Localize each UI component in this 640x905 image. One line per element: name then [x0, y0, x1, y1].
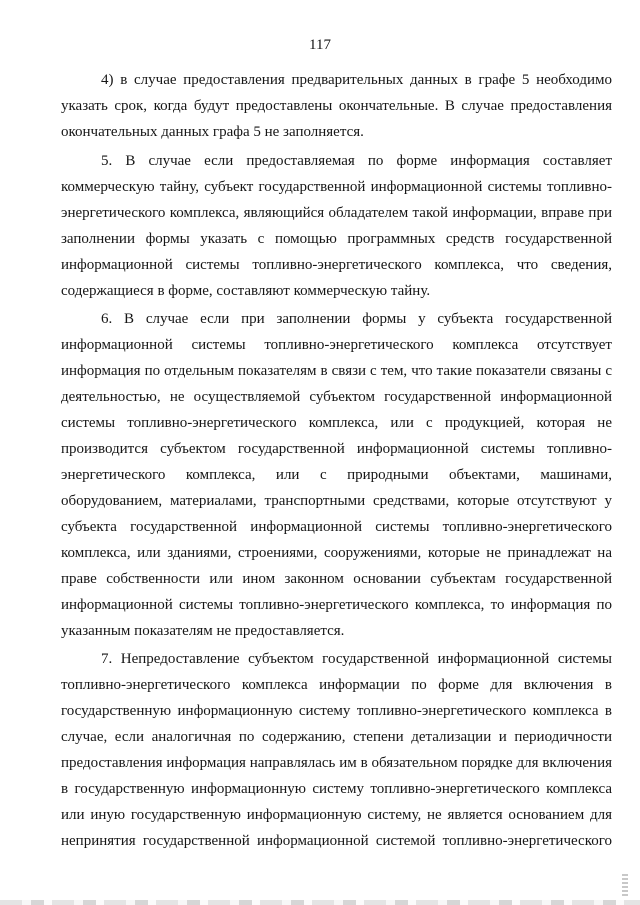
- text-line: коммерческую тайну, субъект государственной информационной системы топливно-: [61, 179, 612, 195]
- text-line: 7. Непредоставление субъектом государственной информационной системы: [101, 651, 612, 667]
- text-line: или иную государственную информационную систему, не является основанием для: [61, 807, 612, 823]
- page-number: 117: [309, 37, 331, 53]
- text-line: непринятия государственной информационной системой топливно-энергетического: [61, 833, 612, 849]
- text-line: производится субъектом государственной информационной системы топливно-: [61, 441, 612, 457]
- text-line: субъекта государственной информационной системы топливно-энергетического: [61, 519, 612, 535]
- text-line: 4) в случае предоставления предварительных данных в графе 5 необходимо: [101, 72, 612, 88]
- scan-edge-artifact: [0, 900, 640, 905]
- text-line: предоставления информация направлялась им в обязательном порядке для включения: [61, 755, 612, 771]
- text-line: системы топливно-энергетического комплекса, или с продукцией, которая не: [61, 415, 612, 431]
- text-line: комплекса, или зданиями, строениями, сооружениями, которые не принадлежат на: [61, 545, 612, 561]
- text-line: государственную информационную систему топливно-энергетического комплекса в: [61, 703, 612, 719]
- text-line: 6. В случае если при заполнении формы у субъекта государственной: [101, 311, 612, 327]
- text-line: энергетического комплекса, являющийся обладателем такой информации, вправе при: [61, 205, 612, 221]
- text-line: деятельностью, не осуществляемой субъектом государственной информационной: [61, 389, 612, 405]
- text-line: содержащиеся в форме, составляют коммерческую тайну.: [61, 283, 431, 299]
- text-line: информационной системы топливно-энергетического комплекса отсутствует: [61, 337, 612, 353]
- text-line: 5. В случае если предоставляемая по форме информация составляет: [101, 153, 612, 169]
- text-line: энергетического комплекса, или с природными объектами, машинами,: [61, 467, 612, 483]
- text-line: окончательных данных графа 5 не заполняется.: [61, 124, 364, 140]
- text-line: информационной системы топливно-энергетического комплекса, что сведения,: [61, 257, 612, 273]
- paragraph-item-4: [61, 67, 612, 145]
- text-line: в государственную информационную систему топливно-энергетического комплекса: [61, 781, 612, 797]
- text-line: информация по отдельным показателям в связи с тем, что такие показатели связаны с: [61, 363, 612, 379]
- text-line: информационной системы топливно-энергетического комплекса, то информация по: [61, 597, 612, 613]
- scan-artifact-mark: [622, 874, 628, 896]
- text-line: праве собственности или ином законном основании субъектам государственной: [61, 571, 612, 587]
- paragraph-item-5: [61, 148, 612, 304]
- text-line: заполнении формы указать с помощью программных средств государственной: [61, 231, 612, 247]
- text-line: случае, если аналогичная по содержанию, степени детализации и периодичности: [61, 729, 612, 745]
- paragraph-item-7: [61, 646, 612, 854]
- paragraph-item-6: [61, 306, 612, 644]
- text-line: указать срок, когда будут предоставлены окончательные. В случае предоставления: [61, 98, 612, 114]
- text-line: оборудованием, материалами, транспортными средствами, которые отсутствуют у: [61, 493, 612, 509]
- text-line: указанным показателям не предоставляется.: [61, 623, 345, 639]
- text-line: топливно-энергетического комплекса информации по форме для включения в: [61, 677, 612, 693]
